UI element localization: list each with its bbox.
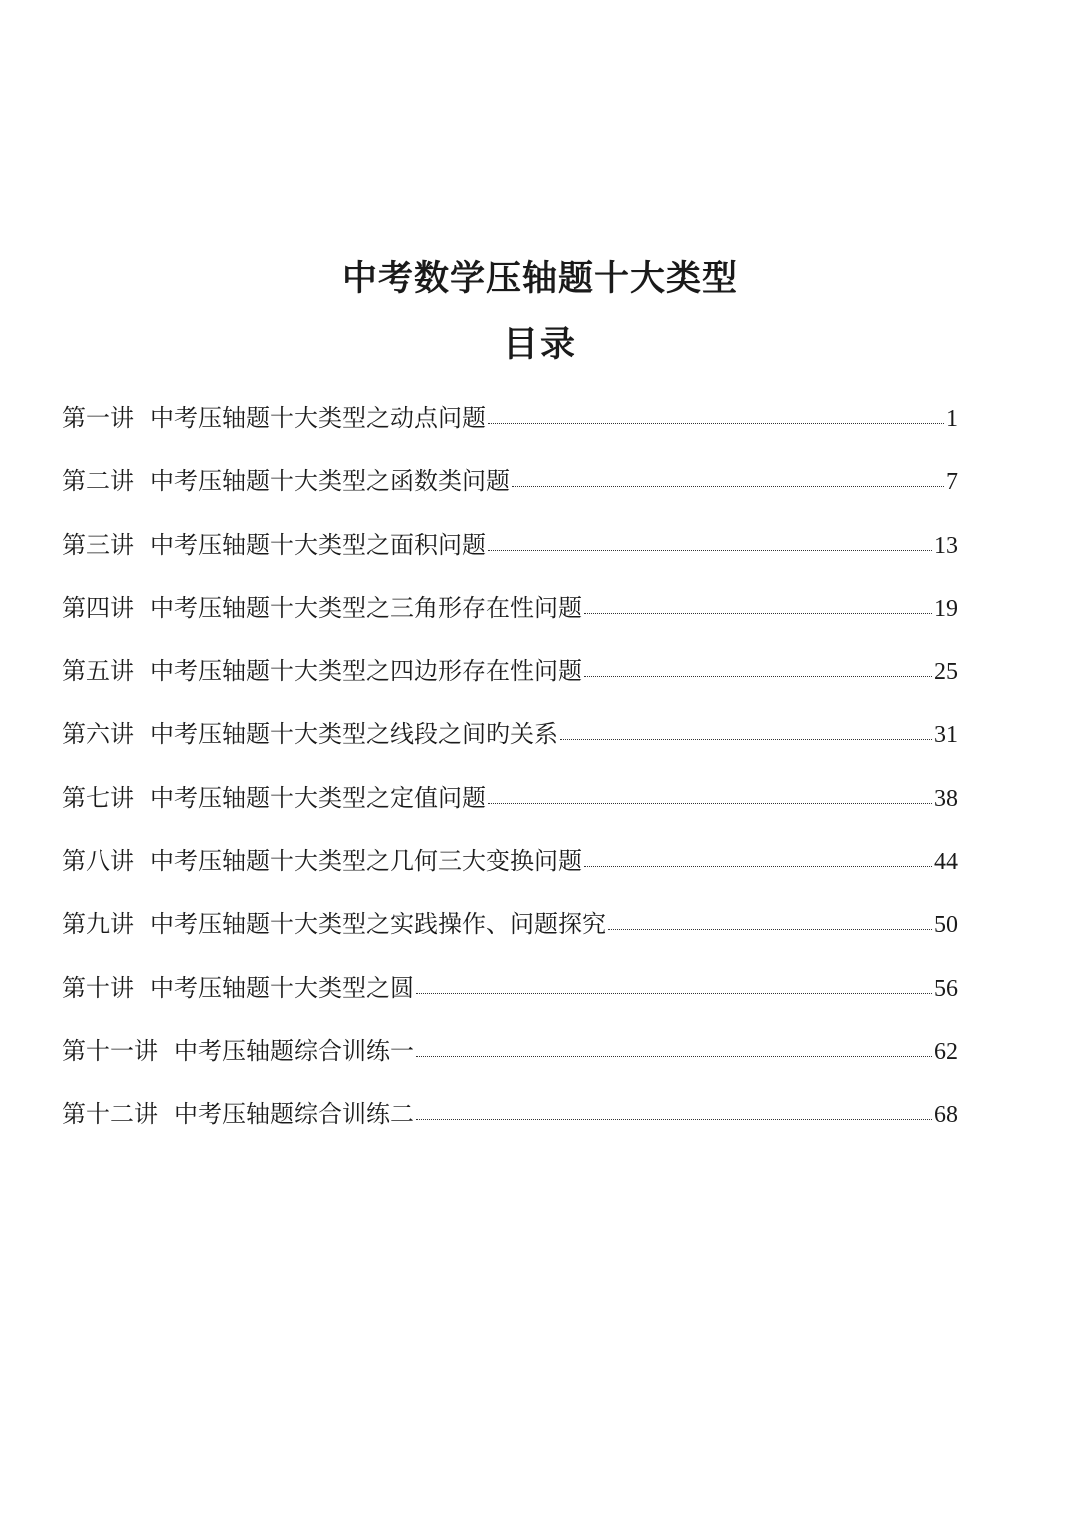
dot-leader	[512, 486, 944, 487]
toc-page-number: 50	[934, 912, 958, 939]
toc-lecture: 第七讲	[62, 783, 134, 812]
toc-topic: 中考压轴题十大类型之动点问题	[150, 404, 486, 432]
toc-entry-2[interactable]	[62, 461, 958, 524]
toc-entry-11[interactable]	[62, 1031, 958, 1094]
toc-lecture: 第八讲	[62, 847, 134, 876]
toc-lecture: 第十二讲	[62, 1100, 158, 1129]
toc-topic: 中考压轴题十大类型之面积问题	[150, 530, 486, 559]
toc-lecture: 第二讲	[62, 467, 134, 496]
toc-entry-5[interactable]	[62, 651, 958, 714]
dot-leader	[560, 739, 932, 740]
table-of-contents	[62, 398, 958, 1158]
toc-page-number: 68	[934, 1102, 958, 1129]
toc-entry-3[interactable]	[62, 525, 958, 588]
dot-leader	[608, 929, 932, 930]
toc-page-number: 56	[934, 975, 958, 1002]
toc-lecture: 第六讲	[62, 720, 134, 749]
toc-page-number: 19	[934, 595, 958, 622]
dot-leader	[416, 1056, 932, 1057]
toc-topic: 中考压轴题综合训练一	[174, 1036, 414, 1065]
toc-topic: 中考压轴题十大类型之定值问题	[150, 783, 486, 812]
toc-page-number: 44	[934, 849, 958, 876]
toc-entry-4[interactable]	[62, 588, 958, 651]
toc-topic: 中考压轴题十大类型之三角形存在性问题	[150, 593, 582, 622]
toc-page-number: 1	[946, 406, 958, 432]
dot-leader	[488, 423, 944, 424]
toc-topic: 中考压轴题十大类型之函数类问题	[150, 467, 510, 496]
toc-page-number: 31	[934, 722, 958, 749]
toc-lecture: 第一讲	[62, 404, 134, 432]
toc-topic: 中考压轴题十大类型之几何三大变换问题	[150, 847, 582, 876]
dot-leader	[584, 613, 932, 614]
document-title: 中考数学压轴题十大类型	[341, 258, 738, 299]
toc-entry-6[interactable]	[62, 714, 958, 777]
toc-lecture: 第五讲	[62, 657, 134, 686]
toc-topic: 中考压轴题十大类型之实践操作、问题探究	[150, 910, 606, 939]
toc-page-number: 38	[934, 785, 958, 812]
toc-entry-7[interactable]	[62, 778, 958, 841]
toc-topic: 中考压轴题十大类型之四边形存在性问题	[150, 657, 582, 686]
toc-topic: 中考压轴题十大类型之线段之间旳关系	[150, 720, 558, 749]
dot-leader	[584, 866, 932, 867]
toc-lecture: 第十一讲	[62, 1036, 158, 1065]
toc-entry-8[interactable]	[62, 841, 958, 904]
toc-page-number: 25	[934, 659, 958, 686]
toc-page-number: 13	[934, 532, 958, 559]
toc-entry-12[interactable]	[62, 1094, 958, 1157]
dot-leader	[488, 803, 932, 804]
toc-page-number: 62	[934, 1038, 958, 1065]
toc-lecture: 第三讲	[62, 530, 134, 559]
dot-leader	[584, 676, 932, 677]
toc-entry-10[interactable]	[62, 968, 958, 1031]
toc-entry-1[interactable]	[62, 398, 958, 461]
toc-lecture: 第九讲	[62, 910, 134, 939]
toc-lecture: 第十讲	[62, 973, 134, 1002]
toc-topic: 中考压轴题综合训练二	[174, 1100, 414, 1129]
toc-page-number: 7	[946, 469, 958, 496]
dot-leader	[416, 993, 932, 994]
dot-leader	[488, 550, 932, 551]
dot-leader	[416, 1119, 932, 1120]
toc-lecture: 第四讲	[62, 593, 134, 622]
toc-heading: 目录	[502, 324, 577, 365]
toc-entry-9[interactable]	[62, 904, 958, 967]
toc-topic: 中考压轴题十大类型之圆	[150, 973, 414, 1002]
